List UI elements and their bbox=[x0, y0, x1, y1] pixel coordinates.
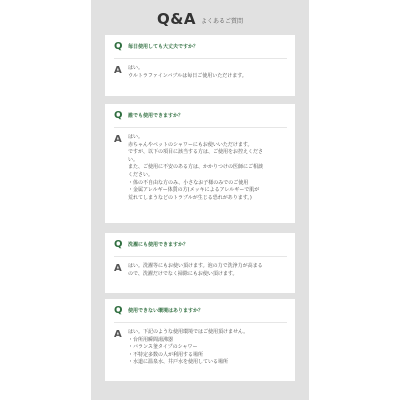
faq-item bbox=[105, 104, 295, 223]
answer-line: ・体の不自由な方のみ、小さなお子様のみでのご使用 bbox=[128, 179, 249, 186]
answer-line: ウルトラファインバブルは毎日ご使用いただけます。 bbox=[128, 72, 247, 79]
answer-row bbox=[114, 134, 287, 202]
faq-header bbox=[91, 0, 309, 33]
answer-row bbox=[114, 329, 287, 367]
question-row bbox=[114, 305, 287, 317]
divider bbox=[114, 127, 287, 128]
faq-item bbox=[105, 233, 295, 293]
answer-line: はい。洗濯等にもお使い頂けます。泡の力で洗浄力が高まる bbox=[128, 263, 263, 269]
faq-item bbox=[105, 35, 295, 96]
answer-marker: A bbox=[114, 263, 122, 274]
question-text: 洗濯にも使用できますか？ bbox=[128, 242, 189, 248]
question-text: 毎日使用しても大丈夫ですか？ bbox=[128, 44, 199, 50]
answer-text bbox=[128, 263, 287, 278]
answer-line: 赤ちゃんやペットのシャワーにもお使いいただけます。 bbox=[128, 141, 253, 148]
answer-text bbox=[128, 65, 287, 80]
answer-row bbox=[114, 65, 287, 80]
answer-line: ・金属アレルギー体質の方(メッキによるアレルギーで肌が bbox=[128, 187, 260, 194]
question-row bbox=[114, 41, 287, 53]
answer-text bbox=[128, 134, 287, 202]
question-marker: Q bbox=[114, 41, 123, 52]
page-title: Q&A bbox=[157, 10, 196, 28]
answer-text bbox=[128, 329, 287, 367]
answer-line: 荒れてしまうなどのトラブルが生じる恐れがあります。) bbox=[128, 194, 252, 201]
answer-line: はい。 bbox=[128, 134, 144, 140]
question-marker: Q bbox=[114, 239, 123, 250]
question-text: 誰でも使用できますか？ bbox=[128, 113, 184, 119]
answer-line: ですが、以下の項目に該当する方は、ご使用をお控えくださ bbox=[128, 149, 264, 156]
answer-line: はい。 bbox=[128, 65, 144, 71]
answer-line: ・不特定多数の人が利用する場所 bbox=[128, 351, 204, 358]
answer-line: はい。下記のような使用環境ではご使用頂けません。 bbox=[128, 329, 249, 335]
faq-item bbox=[105, 299, 295, 381]
question-row bbox=[114, 239, 287, 251]
question-marker: Q bbox=[114, 305, 123, 316]
answer-line: また、ご使用に不安のある方は、かかりつけの医師にご相談 bbox=[128, 164, 264, 171]
answer-line: ください。 bbox=[128, 171, 154, 178]
answer-line: ので、洗濯だけでなく掃除にもお使い頂けます。 bbox=[128, 270, 238, 277]
answer-line: ・水道に温泉水、井戸水を使用している場所 bbox=[128, 359, 229, 366]
answer-line: い。 bbox=[128, 156, 139, 163]
question-text: 使用できない環境はありますか？ bbox=[128, 308, 204, 314]
page-subtitle: よくあるご質問 bbox=[200, 18, 243, 25]
answer-row bbox=[114, 263, 287, 278]
divider bbox=[114, 256, 287, 257]
answer-marker: A bbox=[114, 329, 122, 340]
question-row bbox=[114, 110, 287, 122]
divider bbox=[114, 322, 287, 323]
answer-marker: A bbox=[114, 65, 122, 76]
question-marker: Q bbox=[114, 110, 123, 121]
answer-marker: A bbox=[114, 134, 122, 145]
answer-line: ・バランス釜タイプのシャワー bbox=[128, 344, 198, 351]
divider bbox=[114, 58, 287, 59]
faq-panel bbox=[91, 0, 309, 400]
answer-line: ・台所用瞬間湯沸器 bbox=[128, 336, 174, 343]
